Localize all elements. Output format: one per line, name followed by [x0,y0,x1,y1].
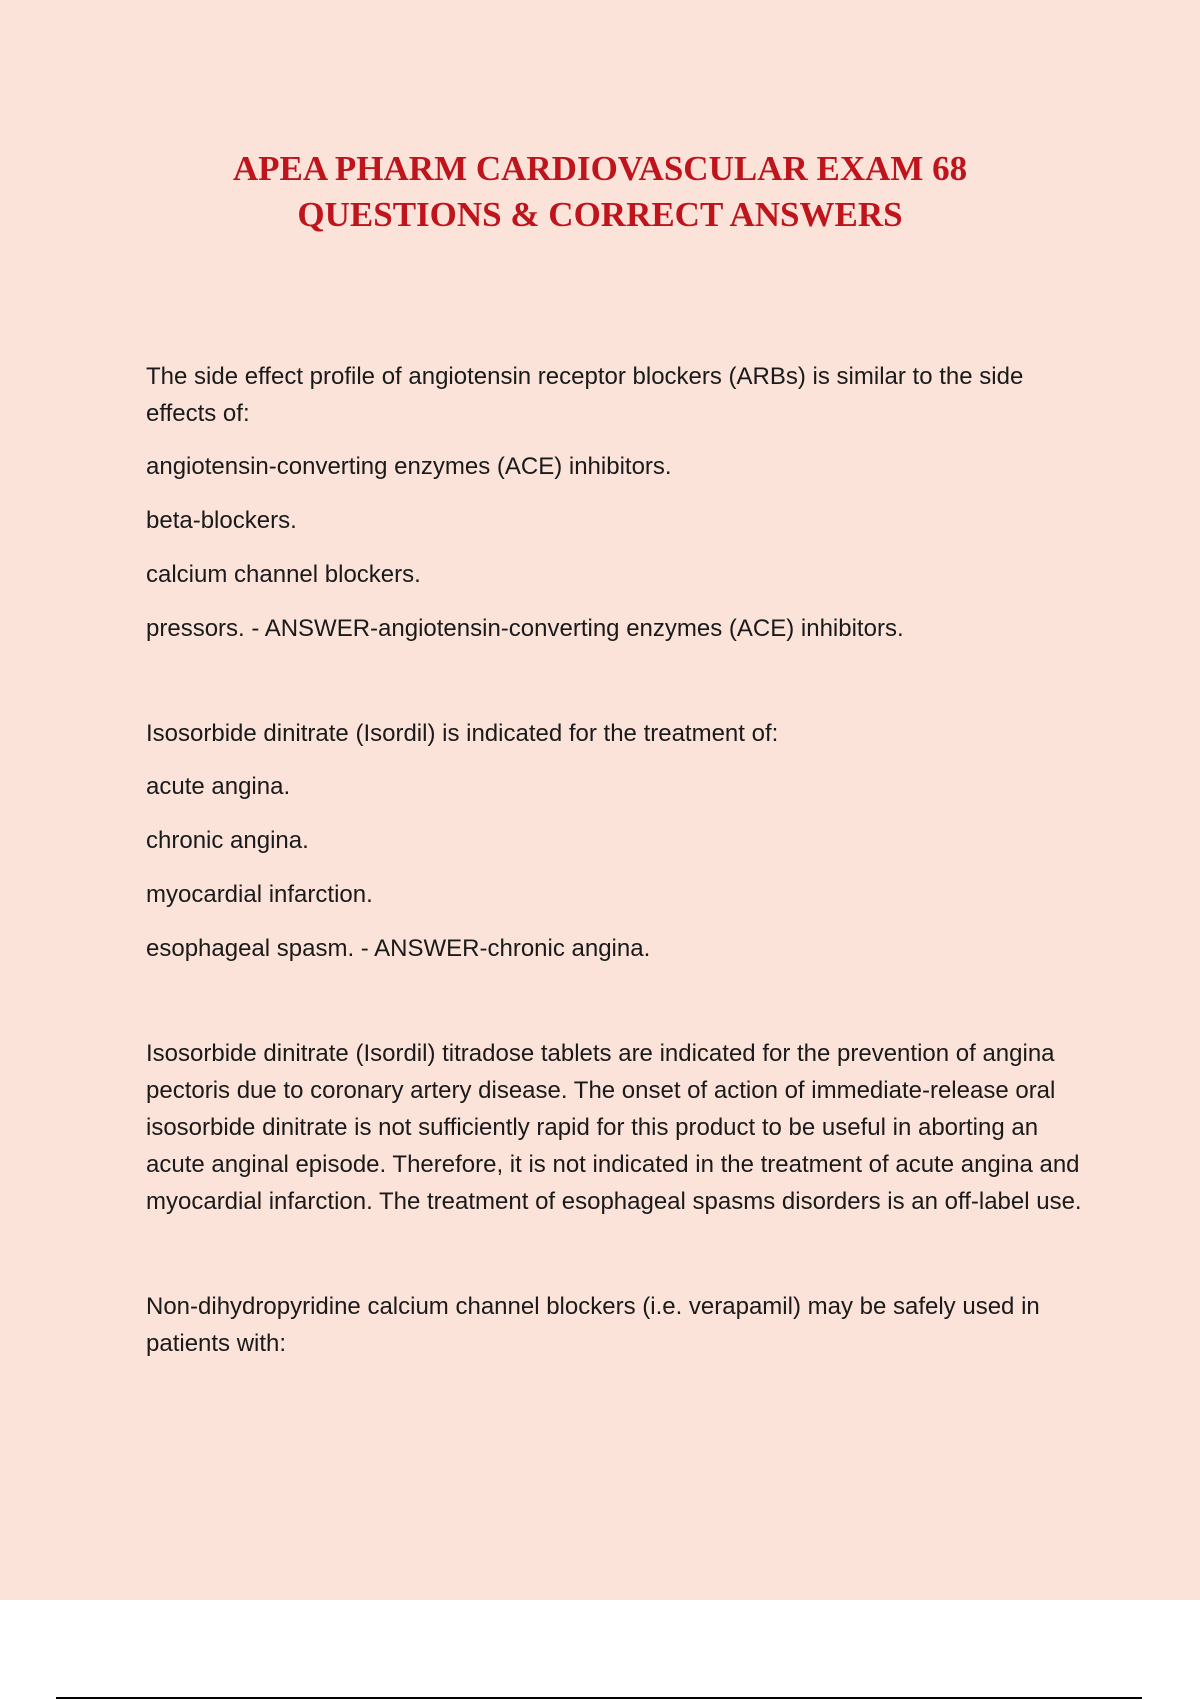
answer-option: acute angina. [146,773,291,800]
document-body [146,358,1086,1378]
answer-option: chronic angina. [146,827,309,854]
question-text: The side effect profile of angiotensin receptor blockers (ARBs) is similar to the side effects of: [146,363,1024,427]
question-block-3 [146,1288,1086,1362]
answer-option: myocardial infarction. [146,881,373,908]
question-block-2 [146,715,1086,967]
question-text: Non-dihydropyridine calcium channel blockers (i.e. verapamil) may be safely used in patients with: [146,1293,1040,1357]
question-text: Isosorbide dinitrate (Isordil) is indicated for the treatment of: [146,720,779,747]
answer-option: angiotensin-converting enzymes (ACE) inhibitors. [146,453,672,480]
title-line-1: APEA PHARM CARDIOVASCULAR EXAM 68 [232,149,968,188]
question-block-1 [146,358,1086,647]
answer-option-with-answer: esophageal spasm. - ANSWER-chronic angina. [146,935,651,962]
spacer [146,1220,1086,1288]
document-title [0,146,1200,238]
answer-option: calcium channel blockers. [146,561,421,588]
answer-option-with-answer: pressors. - ANSWER-angiotensin-converting enzymes (ACE) inhibitors. [146,615,904,642]
answer-option: beta-blockers. [146,507,297,534]
spacer [146,647,1086,715]
spacer [146,967,1086,1035]
title-line-2: QUESTIONS & CORRECT ANSWERS [297,195,903,234]
answer-explanation: Isosorbide dinitrate (Isordil) titradose tablets are indicated for the prevention of angina pectoris due to coronary artery disease. The onset of action of immediate-release oral isosorbide dinitrate is not sufficiently rapid for this product to be useful in aborting an acute anginal episode. Therefore, it is not indicated in the treatment of acute angina and myocardial infarction. The treatment of esophageal spasms disorders is an off-label use. [146,1040,1082,1215]
footer-divider [56,1697,1142,1699]
